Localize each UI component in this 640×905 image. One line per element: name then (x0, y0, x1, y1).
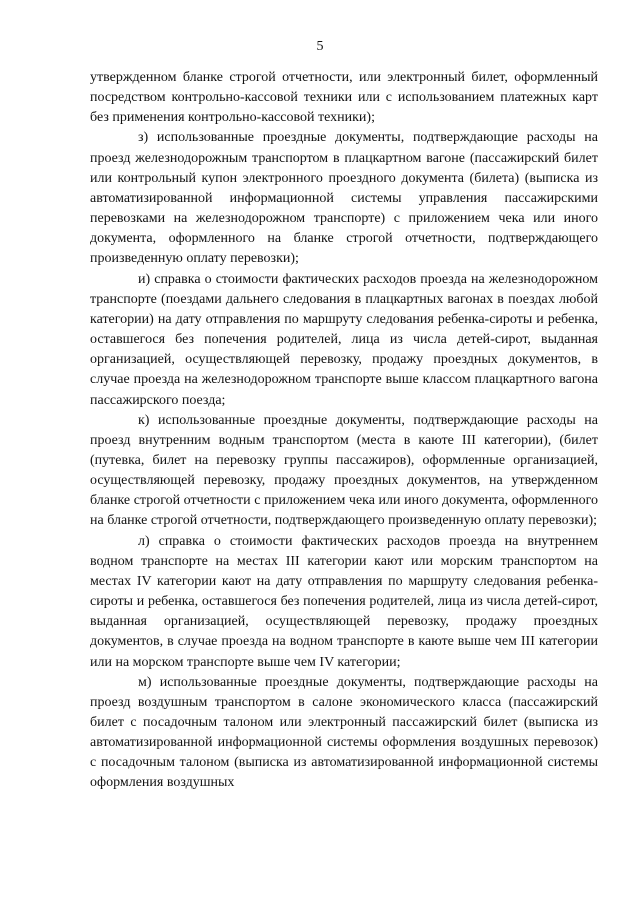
paragraph-item-i: и) справка о стоимости фактических расходов проезда на железнодорожном транспорте (поездами дальнего следования в плацкартных вагонах в поездах любой категории) на дату отправления по маршруту следования ребенка-сироты и ребенка, оставшегося без попечения родителей, лица из числа детей-сирот, выданная организацией, осуществляющей перевозку, продажу проездных документов, в случае проезда на железнодорожном транспорте выше классом плацкартного вагона пассажирского поезда; (90, 271, 598, 408)
paragraph-continuation: утвержденном бланке строгой отчетности, или электронный билет, оформленный посредством контрольно-кассовой техники или с использованием платежных карт без применения контрольно-кассовой техники); (90, 70, 598, 126)
paragraph-item-k: к) использованные проездные документы, подтверждающие расходы на проезд внутренним водным транспортом (места в каюте III категории), (билет (путевка, билет на перевозку группы пассажиров), оформленные организацией, осуществляющей перевозку, продажу проездных документов, на утвержденном бланке строгой отчетности с приложением чека или иного документа, оформленного на бланке строгой отчетности, подтверждающего произведенную оплату перевозки); (90, 412, 598, 529)
page-number: 5 (316, 39, 324, 54)
paragraph-item-z: з) использованные проездные документы, подтверждающие расходы на проезд железнодорожным транспортом в плацкартном вагоне (пассажирский билет или контрольный купон электронного проездного документа (билета) (выписка из автоматизированной информационной системы управления пассажирскими перевозками на железнодорожном транспорте) с приложением чека или иного документа, оформленного на бланке строгой отчетности, подтверждающего произведенную оплату перевозки); (90, 130, 598, 267)
paragraph-item-l: л) справка о стоимости фактических расходов проезда на внутреннем водном транспорте на местах III категории кают или морским транспортом на местах IV категории кают на дату отправления по маршруту следования ребенка-сироты и ребенка, оставшегося без попечения родителей, лица из числа детей-сирот, выданная организацией, осуществляющей перевозку, продажу проездных документов, в случае проезда на водном транспорте в каюте выше чем III категории или на морском транспорте выше чем IV категории; (90, 533, 598, 670)
document-body (90, 68, 598, 794)
paragraph-item-m: м) использованные проездные документы, подтверждающие расходы на проезд воздушным транспортом в салоне экономического класса (пассажирский билет с посадочным талоном или электронный пассажирский билет (выписка из автоматизированной информационной системы оформления воздушных перевозок) с посадочным талоном (выписка из автоматизированной информационной системы оформления воздушных (90, 674, 598, 791)
